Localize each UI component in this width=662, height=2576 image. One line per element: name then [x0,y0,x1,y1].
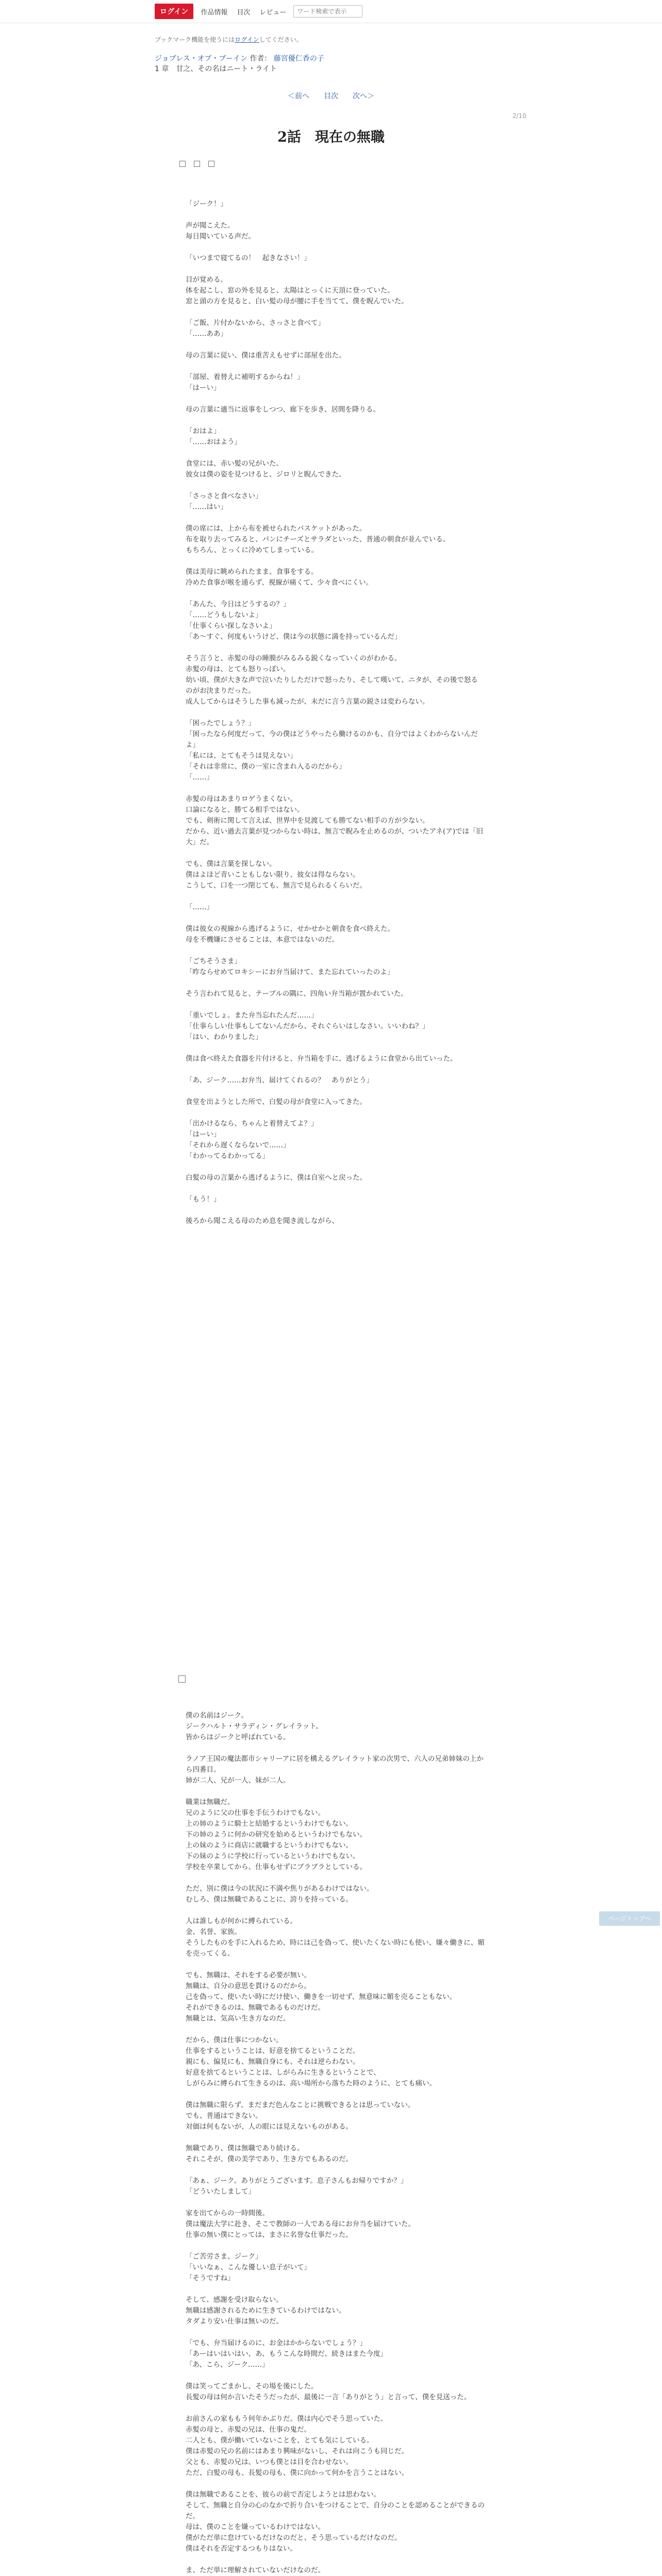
paragraph: 僕は無職に限らず、まだまだ色んなことに挑戦できるとは思っていない。 でも、普通はできない。 対価は何もないが、人の眼には見えないものがある。 [186,2101,415,2131]
paragraph: 僕は食べ終えた食器を片付けると、弁当箱を手に、逃げるように食堂から出ていった。 [186,1055,457,1063]
paragraph: 食堂を出ようとした所で、白髪の母が食堂に入ってきた。 [186,1098,367,1106]
paragraph: でも、無職は、それをする必要が無い。 無職は、自分の意思を貫けるのだから。 己を偽って、使いたい時にだけ使い、働きを一切せず、無意味に媚を売ることもない。 それができるのは、無職であるものだけだ。 無職とは、気高い生き方なのだ。 [186,1971,457,2023]
paragraph: 「……」 [186,903,213,911]
paragraph: 食堂には、赤い髪の兄がいた。 彼女は僕の姿を見つけると、ジロリと睨んできた。 [186,460,346,479]
page-top-button[interactable]: ページトップへ [599,1911,660,1926]
login-button[interactable]: ログイン [155,4,193,19]
author-label: 作者： [250,55,272,63]
nav-work-info[interactable]: 作品情報 [201,8,228,16]
work-title-link[interactable]: ジョブレス・オブ・ブーイン [155,55,247,63]
work-meta [155,54,324,74]
paragraph: 「出かけるなら、ちゃんと着替えてよ？」 「はーい」 「それから遅くならないで……」 「わかってるわかってる」 [186,1120,318,1160]
author-link[interactable]: 藤宮優仁香の子 [273,55,324,63]
paragraph: ラノア王国の魔法都市シャリーアに居を構えるグレイラット家の次男で、六人の兄弟姉妹の上から四番目。 姉が二人、兄が一人、妹が二人。 [186,1755,484,1785]
paragraph: 「ごちそうさま」 「昨ならせめてロキシーにお弁当届けて、また忘れていったのよ」 [186,957,394,976]
page-number: 2/10 [512,112,526,120]
square-icon[interactable] [208,161,214,167]
novel-body-part-1 [186,199,485,1238]
novel-body-part-2 [186,1710,485,2576]
paragraph: 僕の名前はジーク。 ジークハルト・サラディン・グレイラット。 皆からはジークと呼ばれている。 [186,1711,323,1741]
paragraph: 後ろから聞こえる母のため息を聞き流しながら、 [186,1217,339,1225]
paragraph: だから、僕は仕事につかない。 仕事をするということは、好意を捨てるということだ。 親にも、偏見にも、無職自身にも、それは逆らわない。 好意を捨てるということは、しがらみに生きるということで、 しがらみに縛られて生きるのは、高い場所から落ちた時のように、とても痛い。 [186,2036,436,2088]
episode-label: 1 章 甘之、その名はニート・ライト [155,65,277,73]
paragraph: 目が覚める。 体を起こし、窓の外を見ると、太陽はとっくに天頂に登っていた。 窓と頭の方を見ると、白い髪の母が腰に手を当てて、僕を睨んでいた。 [186,276,408,306]
top-bar-inner [155,4,362,19]
prev-link[interactable]: ＜前へ [288,92,309,100]
paragraph: 「重いでしょ。また弁当忘れたんだ……」 「仕事らしい仕事もしてないんだから、それぐらいはしなさい。いいわね？」 「はい、わかりました」 [186,1011,429,1041]
square-icon[interactable] [179,161,186,167]
paragraph: 母の言葉に従い、僕は重苦えもせずに部屋を出た。 [186,351,346,360]
paragraph: そう言われて見ると、テーブルの隅に、四角い弁当箱が置かれていた。 [186,990,408,998]
paragraph: 「困ったでしょう？」 「困ったなら何度だって、今の僕はどうやったら働けるのかも、自分ではよくわからないんだよ」 「私には、とてもそうは見えない」 「それは非常に、僕の一室に含まれ入るのだから」 「……」 [186,719,478,782]
notice-login-link[interactable]: ログイン [235,36,259,43]
chapter-title: 2話 現在の無職 [277,129,385,145]
paragraph: 「さっさと食べなさい」 「……はい」 [186,492,262,511]
toc-link[interactable]: 目次 [324,92,338,100]
paragraph: 「ご飯、片付かないから、さっさと食べて」 「……ああ」 [186,319,325,338]
paragraph: ただ、別に僕は今の状況に不満や焦りがあるわけではない。 むしろ、僕は無職であることに、誇りを持っている。 [186,1885,374,1904]
meta-line-1 [155,54,324,64]
paragraph: 僕は無職であることを、彼らの前で否定しようとは思わない。 そして、無職と自分の心のなかで折り合いをつけることで、自分のことを認めることができるのだ。 母は、僕のことを嫌っているわけではない。 僕がただ単に怠けているだけなのだと、そう思っているだけなのだ。 僕はそれを否定するつもりはない。 [186,2490,485,2553]
paragraph: 「ご苦労さま、ジーク」 「いいなぁ、こんな優しい息子がいて」 「そうですね」 [186,2252,311,2282]
notice-prefix: ブックマーク機能を使うには [155,36,235,43]
paragraph: ま、ただ単に理解されていないだけなのだ。 [186,2566,325,2574]
paragraph: 僕は彼女の視線から逃げるように、せかせかと朝食を食べ終えた。 母を不機嫌にさせることは、本意ではないのだ。 [186,925,394,944]
notice-suffix: してください。 [259,36,303,43]
paragraph: 「もう！」 [186,1195,221,1204]
paragraph: 「あんた、今日はどうするの？」 「……どうもしないよ」 「仕事くらい探しなさいよ」 「あ〜すぐ、何度もいうけど、僕は今の状態に満を持っているんだ」 [186,600,402,641]
paragraph: 「あ、ジーク……お弁当、届けてくれるの？ ありがとう」 [186,1076,373,1084]
paragraph: 「部屋、着替えに補明するからね！」 「はーい」 [186,373,304,392]
paragraph: 僕の席には、上から布を被せられたバスケットがあった。 布を取り去ってみると、パンにチーズとサラダといった、普通の朝食が並んでいる。 もちろん、とっくに冷めてしまっている。 [186,524,450,554]
paragraph: 「ジーク！」 [186,200,227,208]
paragraph: 赤髪の母はあまりロゲうまくない。 口論になると、勝てる相手ではない。 でも、剣術に関して言えば、世界中を見渡しても勝てない相手の方が少ない。 だから、近い過去言葉が見つからない時は、無言で睨みを止めるのが、ついたアネ(ア)では「旧大」だ。 [186,795,483,846]
paragraph: お前さんの家ももう何年かぶりだ。僕は内心でそう思っていた。 赤髪の母と、赤髪の兄は、仕事の鬼だ。 二人とも、僕が働いていないことを、とても気にしている。 僕は赤髪の兄の名前にはあまり興味がないし、それは向こうも同じだ。 父とも、赤髪の兄は、いつも僕とは目を合わせない。 ただ、白髪の母も、長髪の母も、僕に向かって何かを言うことはない。 [186,2415,408,2477]
paragraph: 白髪の母の言葉から逃げるように、僕は自室へと戻った。 [186,1174,367,1182]
paragraph: 家を出てからの一時間後。 僕は魔法大学に赴き、そこで教師の一人である母にお弁当を届けていた。 仕事の無い僕にとっては、まさに名誉な仕事だった。 [186,2209,415,2239]
paragraph: 人は誰しもが何かに縛られている。 金、名誉、家族。 そうしたものを手に入れるため、時には己を偽って、使いたくない時にも使い、嫌々働きに、媚を売ってくる。 [186,1917,485,1958]
paragraph: 「でも、弁当届けるのに、お金はかからないでしょう？」 「あーはいはいはい、あ、もうこんな時間だ、続きはまた今度」 「あ、こら、ジーク……」 [186,2339,387,2369]
next-link[interactable]: 次へ＞ [353,92,374,100]
section-square-icon [178,1675,186,1683]
square-icon[interactable] [194,161,200,167]
paragraph: 「あぁ、ジーク。ありがとうございます。息子さんもお帰りですか？」 「どういたしまして」 [186,2177,408,2196]
paragraph: そう言うと、赤髪の母の睡膜がみるみる鋭くなっていくのがわかる。 赤髪の母は、とても怒りっぽい。 幼い頃、僕が大きな声で泣いたりしただけで怒ったり、そして嘆いて、ニタが、その後で怒るのがお決まりだった。 成人してからはそうした事も減ったが、未だに言う言葉の鋭さは変わらない。 [186,654,478,706]
paragraph: 無職であり、僕は無職であり続ける。 それこそが、僕の美学であり、生き方でもあるのだ。 [186,2144,353,2163]
bookmark-notice [155,35,303,44]
paragraph: 声が聞こえた。 毎日聞いている声だ。 [186,222,255,241]
paragraph: でも、僕は言葉を探しない。 僕はよほど青いこともしない限り、彼女は得ならない。 こうして、口を一つ閉じても、無言で見られるくらいだ。 [186,860,367,890]
paragraph: 僕は笑ってごまかし、その場を後にした。 長髪の母は何か言いたそうだったが、最後に一言「ありがとう」と言って、僕を見送った。 [186,2382,471,2401]
top-bar [0,0,662,23]
paragraph: 「おはよ」 「……おはよう」 [186,427,241,446]
paragraph: 僕は美母に眺められたまま、食事をする。 冷めた食事が喉を通らず、視線が痛くて、少々食べにくい。 [186,568,373,587]
search-input[interactable] [293,5,362,18]
paragraph: そして、感謝を受け取らない。 無職は感謝されるために生きているわけではない。 タダより安い仕事は無いのだ。 [186,2296,346,2326]
nav-review[interactable]: レビュー [259,8,287,16]
paragraph: 「いつまで寝てるの！ 起きなさい！」 [186,254,311,262]
paragraph: 母の言葉に適当に返事をしつつ、廊下を歩き、居間を降りる。 [186,405,380,414]
nav-toc[interactable]: 目次 [237,8,251,16]
pager [0,91,662,101]
format-controls [179,161,214,167]
paragraph: 職業は無職だ。 兄のように父の仕事を手伝うわけでもない。 上の姉のように騎士と結婚するというわけでもない。 下の姉のように何かの研究を始めるというわけでもない。 上の妹のように商店に就職するというわけでもない。 下の妹のように学校に行っているというわけでもない。 学校を卒業してから、仕事もせずにブラブラとしている。 [186,1798,367,1871]
